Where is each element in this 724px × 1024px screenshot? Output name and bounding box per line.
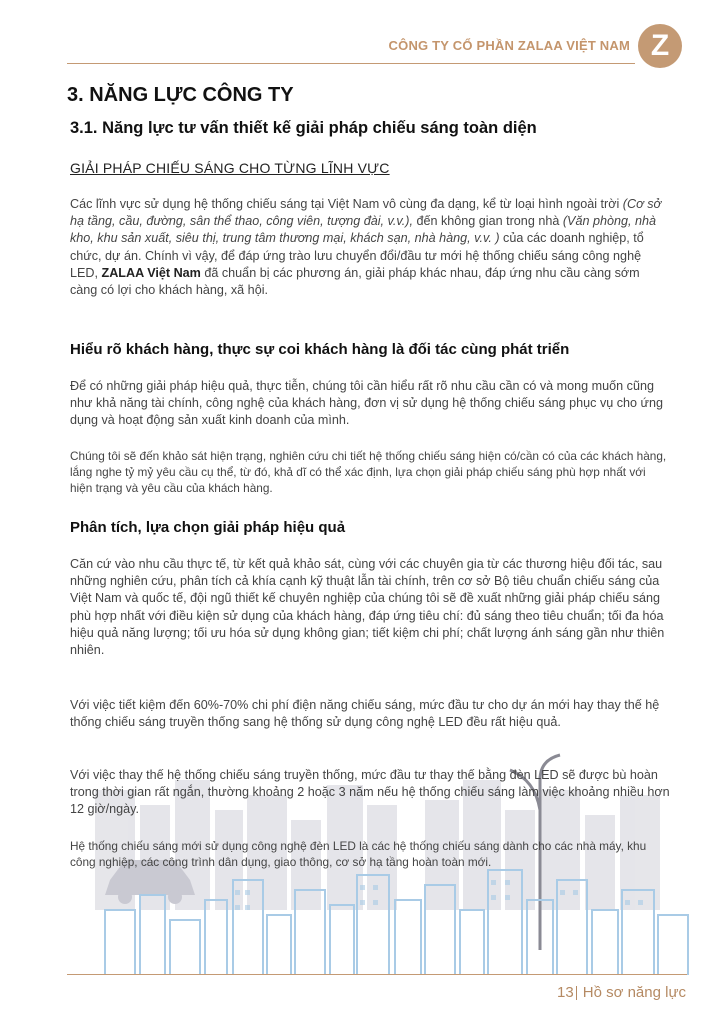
company-logo: Z [638, 24, 682, 68]
analysis-paragraph-2: Với việc tiết kiệm đến 60%-70% chi phí điện năng chiếu sáng, mức đầu tư cho dự án mới hay thay thế hệ thống chiếu sáng truyền thống sang hệ thống sử dụng công nghệ LED đều rất hiệu quả. [70, 698, 660, 730]
analysis-heading: Phân tích, lựa chọn giải pháp hiệu quả [70, 519, 346, 536]
brand-name: ZALAA Việt Nam [101, 265, 201, 280]
footer-divider [67, 974, 687, 975]
header-divider [67, 63, 635, 64]
analysis-section [70, 519, 670, 536]
lighting-solutions-paragraph [70, 196, 670, 299]
analysis-body-3 [70, 767, 670, 819]
paragraph-italic: (Văn phòng, nhà kho, khu sản xuất, siêu thị, trung tâm thương mại, khách sạn, nhà hàng, v.v. ) [70, 214, 656, 246]
section-title: 3. NĂNG LỰC CÔNG TY [67, 84, 294, 106]
analysis-paragraph-3: Với việc thay thế hệ thống chiếu sáng truyền thống, mức đầu tư thay thế bằng đèn LED sẽ được bù hoàn trong thời gian rất ngắn, thường khoảng 2 hoặc 3 năm nếu hệ thống chiếu sáng làm việc khoảng nhiều hơn 12 giờ/ngày. [70, 768, 670, 817]
document-title: Hồ sơ năng lực [582, 984, 686, 1001]
page-number: 13 [557, 984, 574, 1001]
analysis-body-1 [70, 556, 670, 659]
analysis-body-4 [70, 838, 670, 870]
lighting-solutions-section [70, 160, 670, 176]
footer [557, 984, 686, 1001]
company-name: CÔNG TY CỔ PHẦN ZALAA VIỆT NAM [388, 38, 630, 53]
analysis-body-2 [70, 697, 670, 731]
understand-customer-section [70, 341, 670, 358]
paragraph-italic: (Cơ sở hạ tầng, cầu, đường, sân thể thao, công viên, tượng đài, v.v.), [70, 197, 662, 229]
understand-customer-paragraph-2: Chúng tôi sẽ đến khảo sát hiện trạng, nghiên cứu chi tiết hệ thống chiếu sáng hiện có/cần có của các khách hàng, lắng nghe tỷ mỷ yêu cầu cụ thể, từ đó, khả dĩ có thể xác định, lựa chọn giải pháp chiếu sáng phù hợp nhất với hiện trạng và yêu cầu của khách hàng. [70, 449, 667, 496]
lighting-solutions-body [70, 196, 670, 299]
footer-separator [576, 986, 577, 1000]
analysis-paragraph-4: Hệ thống chiếu sáng mới sử dụng công nghệ đèn LED là các hệ thống chiếu sáng dành cho các nhà máy, khu công nghiệp, các công trình dân dụng, giao thông, cơ sở hạ tầng hoàn toàn mới. [70, 839, 647, 870]
subsection-title: 3.1. Năng lực tư vấn thiết kế giải pháp chiếu sáng toàn diện [70, 119, 537, 137]
paragraph-text: của các doanh nghiệp, tổ chức, dự án. Chính vì vậy, để đáp ứng trào lưu chuyển đổi/đầu tư mới hệ thống chiếu sáng công nghệ LED, [70, 231, 644, 280]
understand-customer-heading: Hiểu rõ khách hàng, thực sự coi khách hàng là đối tác cùng phát triển [70, 341, 570, 358]
understand-customer-body-2 [70, 448, 670, 497]
analysis-paragraph-1: Căn cứ vào nhu cầu thực tế, từ kết quả khảo sát, cùng với các chuyên gia từ các thương hiệu đối tác, sau những nghiên cứu, phân tích cả khía cạnh kỹ thuật lẫn tài chính, trên cơ sở Bộ tiêu chuẩn chiếu sáng của Việt Nam và quốc tế, đội ngũ thiết kế chuyên nghiệp của chúng tôi sẽ đề xuất những giải pháp chiếu sáng phù hợp nhất với điều kiện sử dụng của khách hàng, đáp ứng tiêu chí: đủ sáng theo tiêu chuẩn; tối đa hóa hiệu quả năng lượng; tối ưu hóa sử dụng không gian; tiết kiệm chi phí; chất lượng ánh sáng gần như thiên nhiên. [70, 557, 665, 658]
understand-customer-body [70, 378, 670, 430]
paragraph-text: đến không gian trong nhà [412, 214, 563, 229]
lighting-solutions-heading: GIẢI PHÁP CHIẾU SÁNG CHO TỪNG LĨNH VỰC [70, 160, 390, 176]
paragraph-text: Các lĩnh vực sử dụng hệ thống chiếu sáng tại Việt Nam vô cùng đa dạng, kể từ loại hình ngoài trời [70, 197, 623, 211]
understand-customer-paragraph-1: Để có những giải pháp hiệu quả, thực tiễn, chúng tôi cần hiểu rất rõ nhu cầu cần có và mong muốn cũng như khả năng tài chính, công nghệ của khách hàng, đơn vị sử dụng hệ thống chiếu sáng phục vụ cho ứng dụng và hoạt động sản xuất kinh doanh của mình. [70, 379, 663, 428]
paragraph-text: đã chuẩn bị các phương án, giải pháp khác nhau, đáp ứng nhu cầu càng sớm càng có lợi cho khách hàng, xã hội. [70, 265, 640, 298]
